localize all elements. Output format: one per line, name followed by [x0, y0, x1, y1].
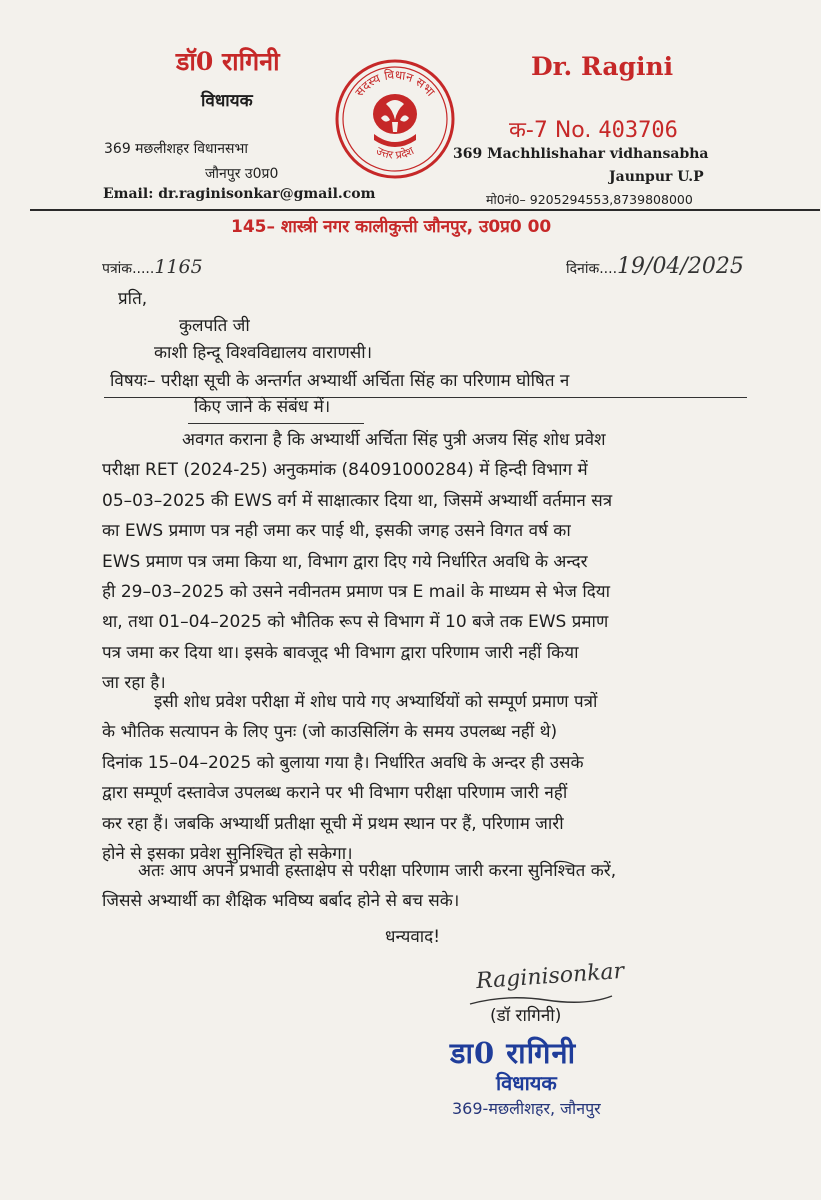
name-english: Dr. Ragini	[531, 52, 674, 81]
paragraph-1-line: EWS प्रमाण पत्र जमा किया था, विभाग द्वारा दिए गये निर्धारित अवधि के अन्दर	[102, 551, 588, 572]
room-number	[509, 114, 678, 144]
room-prefix: क-7 No.	[509, 118, 592, 143]
reference-label: पत्रांक	[102, 261, 133, 277]
district-hindi: जौनपुर उ0प्र0	[205, 166, 279, 182]
reference-number: 1165	[154, 256, 203, 278]
recipient-title: कुलपति जी	[179, 316, 250, 336]
paragraph-1-line: परीक्षा RET (2024-25) अनुकमांक (84091000284) में हिन्दी विभाग में	[102, 460, 588, 481]
paragraph-1-line: ही 29–03–2025 को उसने नवीनतम प्रमाण पत्र E mail के माध्यम से भेज दिया	[102, 582, 611, 603]
phone-numbers: मो0नं0– 9205294553,8739808000	[486, 192, 693, 207]
header-divider	[30, 209, 820, 211]
district-english: Jaunpur U.P	[609, 169, 704, 185]
stamp-place: 369-मछलीशहर, जौनपुर	[452, 1099, 601, 1118]
paragraph-2-line: होने से इसका प्रवेश सुनिश्चित हो सकेगा।	[102, 844, 353, 865]
constituency-english: 369 Machhlishahar vidhansabha	[453, 146, 709, 162]
paragraph-2	[102, 687, 722, 869]
designation-hindi: विधायक	[201, 91, 253, 111]
seal-text-bottom: उत्तर प्रदेश	[373, 144, 417, 162]
date-value: 19/04/2025	[617, 254, 744, 279]
recipient-institution: काशी हिन्दू विश्वविद्यालय वाराणसी।	[154, 343, 373, 363]
subject-line-1: विषयः– परीक्षा सूची के अन्तर्गत अभ्यार्थी अर्चिता सिंह का परिणाम घोषित न	[110, 371, 570, 391]
paragraph-1-line: पत्र जमा कर दिया था। इसके बावजूद भी विभाग द्वारा परिणाम जारी नहीं किया	[102, 642, 579, 663]
seal-text-top: सदस्य विधान सभा	[352, 67, 438, 100]
handwritten-signature: Raginisonkar	[475, 958, 625, 995]
paragraph-3-line: जिससे अभ्यार्थी का शैक्षिक भविष्य बर्बाद होने से बच सके।	[102, 891, 460, 912]
paragraph-1-line: 05–03–2025 की EWS वर्ग में साक्षात्कार दिया था, जिसमें अभ्यार्थी वर्तमान सत्र	[102, 490, 613, 511]
signatory-name: (डॉ रागिनी)	[490, 1006, 562, 1026]
stamp-designation: विधायक	[496, 1071, 557, 1095]
room-number-value: 403706	[598, 118, 678, 143]
paragraph-1-line: था, तथा 01–04–2025 को भौतिक रूप से विभाग में 10 बजे तक EWS प्रमाण	[102, 612, 609, 633]
stamp-name: डा0 रागिनी	[450, 1036, 577, 1070]
name-hindi: डॉ0 रागिनी	[176, 47, 280, 76]
email-address: Email: dr.raginisonkar@gmail.com	[103, 186, 376, 202]
paragraph-3	[102, 856, 722, 917]
paragraph-1-line: का EWS प्रमाण पत्र नही जमा कर पाई थी, इसकी जगह उसने विगत वर्ष का	[102, 521, 571, 542]
office-address: 145– शास्त्री नगर कालीकुत्ती जौनपुर, उ0प्र0 00	[231, 217, 552, 237]
paragraph-2-line: कर रहा हैं। जबकि अभ्यार्थी प्रतीक्षा सूची में प्रथम स्थान पर हैं, परिणाम जारी	[102, 813, 564, 834]
date-line: दिनांक....19/04/2025	[566, 254, 744, 279]
paragraph-2-line: दिनांक 15–04–2025 को बुलाया गया है। निर्धारित अवधि के अन्दर ही उसके	[102, 752, 584, 773]
subject-line-2: किए जाने के संबंध में।	[194, 397, 331, 417]
paragraph-1-line: जा रहा है।	[102, 673, 166, 694]
paragraph-2-line: के भौतिक सत्यापन के लिए पुनः (जो काउसिलिंग के समय उपलब्ध नहीं थे)	[102, 722, 558, 743]
paragraph-1	[102, 425, 722, 699]
paragraph-2-line: इसी शोध प्रवेश परीक्षा में शोध पाये गए अभ्यार्थियों को सम्पूर्ण प्रमाण पत्रों	[154, 692, 598, 712]
closing-thanks: धन्यवाद!	[385, 927, 441, 947]
reference-line: पत्रांक.....1165	[102, 256, 203, 278]
date-label: दिनांक	[566, 261, 600, 277]
paragraph-3-line: अतः आप अपने प्रभावी हस्ताक्षेप से परीक्षा परिणाम जारी करना सुनिश्चित करें,	[138, 861, 617, 881]
salutation: प्रति,	[118, 289, 148, 309]
legislature-seal	[334, 58, 456, 180]
paragraph-1-line: अवगत कराना है कि अभ्यार्थी अर्चिता सिंह पुत्री अजय सिंह शोध प्रवेश	[182, 430, 606, 450]
constituency-hindi: 369 मछलीशहर विधानसभा	[104, 141, 248, 157]
subject-underline-2	[188, 393, 364, 424]
paragraph-2-line: द्वारा सम्पूर्ण दस्तावेज उपलब्ध कराने पर भी विभाग परीक्षा परिणाम जारी नहीं	[102, 783, 568, 804]
